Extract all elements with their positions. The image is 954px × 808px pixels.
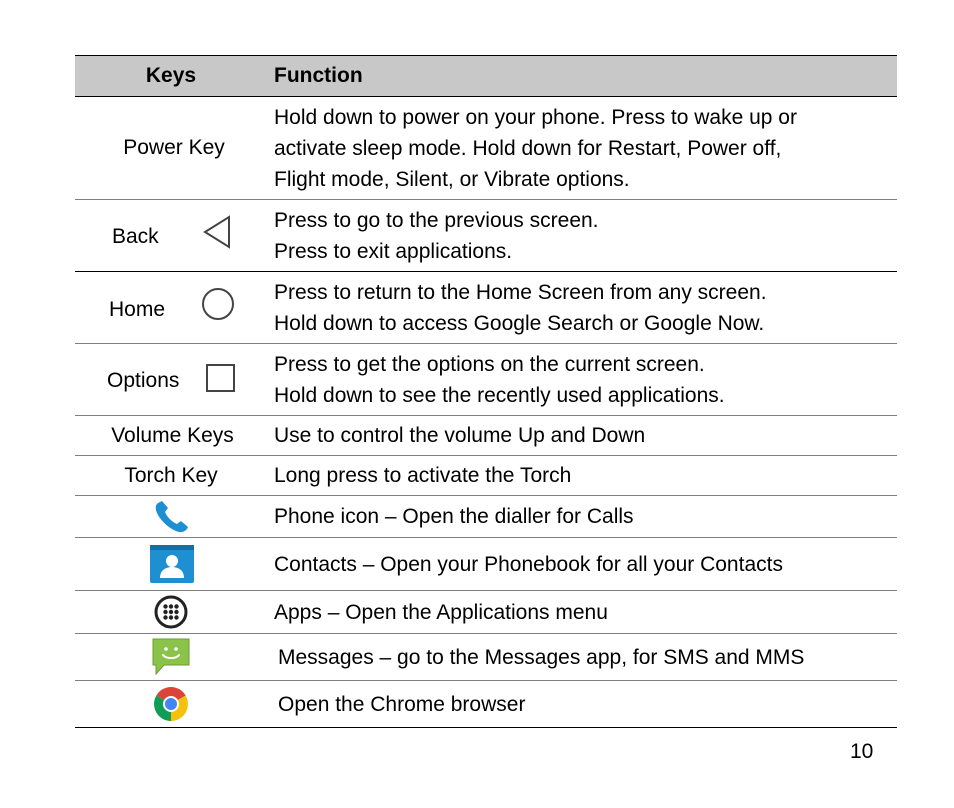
table-row	[75, 634, 897, 681]
key-label: Options	[107, 369, 180, 392]
function-line: Hold down to power on your phone. Press to wake up or	[274, 105, 797, 129]
function-cell	[274, 496, 897, 537]
chrome-icon	[150, 683, 192, 725]
table-row	[75, 200, 897, 272]
table-row	[75, 97, 897, 200]
messages-icon	[150, 637, 192, 677]
key-cell	[75, 538, 267, 590]
function-cell	[274, 416, 897, 455]
page-number: 10	[850, 740, 874, 763]
function-cell	[274, 97, 897, 199]
function-cell	[274, 200, 897, 271]
table-row	[75, 591, 897, 634]
keys-table	[75, 55, 897, 728]
table-row	[75, 538, 897, 591]
table-row	[75, 496, 897, 538]
key-cell	[75, 496, 267, 537]
function-line: Use to control the volume Up and Down	[274, 424, 646, 447]
phone-icon	[152, 500, 190, 534]
back-triangle-icon	[201, 214, 233, 250]
function-line: Hold down to access Google Search or Google Now.	[274, 311, 765, 335]
header-function: Function	[274, 64, 363, 87]
key-label: Back	[112, 225, 159, 248]
table-row	[75, 416, 897, 456]
key-cell	[75, 97, 267, 199]
contacts-icon	[149, 544, 195, 584]
key-cell	[75, 456, 267, 495]
apps-grid-icon	[153, 594, 189, 630]
table-row	[75, 456, 897, 496]
function-cell	[274, 272, 897, 343]
function-line: Messages – go to the Messages app, for SMS and MMS	[278, 645, 805, 669]
function-cell	[274, 538, 897, 590]
function-cell	[278, 634, 897, 680]
function-line: Press to get the options on the current screen.	[274, 352, 705, 376]
function-line: Flight mode, Silent, or Vibrate options.	[274, 167, 630, 191]
function-line: Open the Chrome browser	[278, 692, 526, 716]
key-label: Torch Key	[124, 463, 218, 487]
table-row	[75, 272, 897, 344]
function-cell	[274, 344, 897, 415]
function-line: Press to return to the Home Screen from any screen.	[274, 280, 767, 304]
table-row	[75, 681, 897, 728]
key-cell	[75, 200, 267, 271]
function-line: Long press to activate the Torch	[274, 464, 572, 487]
table-row	[75, 344, 897, 416]
function-line: Press to go to the previous screen.	[274, 208, 599, 232]
key-label: Power Key	[123, 136, 225, 159]
options-square-icon	[205, 363, 237, 393]
function-cell	[274, 456, 897, 495]
key-label: Home	[109, 298, 166, 321]
function-line: Phone icon – Open the dialler for Calls	[274, 505, 634, 528]
function-cell	[278, 681, 897, 727]
function-cell	[274, 591, 897, 633]
key-cell	[75, 344, 267, 415]
key-cell	[75, 681, 267, 727]
function-line: activate sleep mode. Hold down for Restart, Power off,	[274, 136, 782, 160]
key-cell	[75, 416, 267, 455]
header-keys: Keys	[145, 64, 197, 87]
function-line: Press to exit applications.	[274, 239, 513, 263]
function-line: Hold down to see the recently used applications.	[274, 383, 725, 407]
table-header	[75, 55, 897, 97]
function-line: Contacts – Open your Phonebook for all your Contacts	[274, 552, 783, 576]
function-line: Apps – Open the Applications menu	[274, 600, 608, 624]
key-cell	[75, 591, 267, 633]
home-circle-icon	[200, 286, 236, 322]
key-cell	[75, 272, 267, 343]
key-label: Volume Keys	[111, 423, 234, 447]
key-cell	[75, 634, 267, 680]
